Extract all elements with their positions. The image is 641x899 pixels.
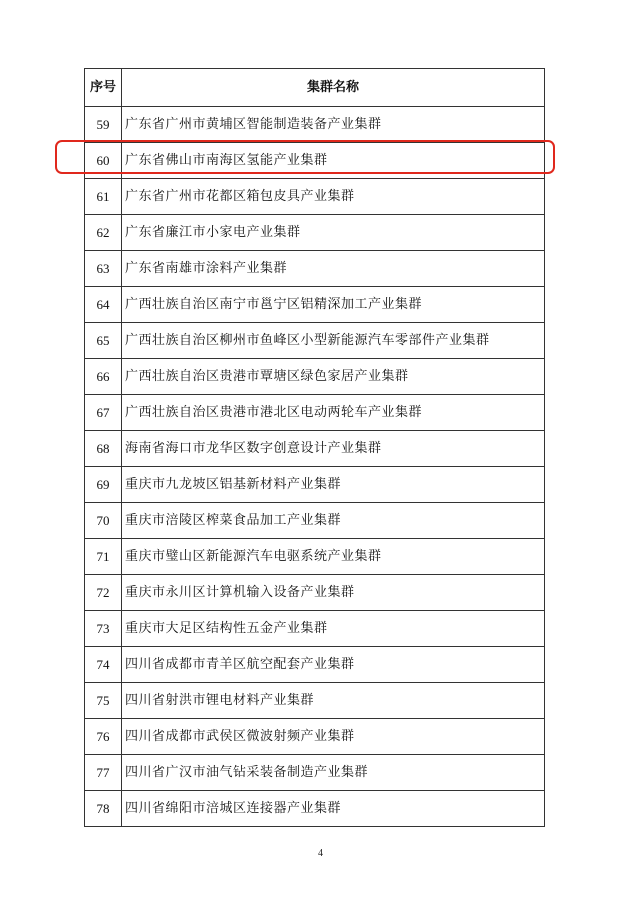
table-row <box>85 107 545 143</box>
row-serial-number: 69 <box>85 467 122 503</box>
table-row <box>85 251 545 287</box>
row-cluster-name: 广西壮族自治区贵港市覃塘区绿色家居产业集群 <box>122 359 545 395</box>
row-serial-number: 77 <box>85 755 122 791</box>
row-cluster-name: 广东省广州市花都区箱包皮具产业集群 <box>122 179 545 215</box>
table-row <box>85 323 545 359</box>
row-cluster-name: 广西壮族自治区柳州市鱼峰区小型新能源汽车零部件产业集群 <box>122 323 545 359</box>
row-serial-number: 71 <box>85 539 122 575</box>
row-cluster-name: 广东省广州市黄埔区智能制造装备产业集群 <box>122 107 545 143</box>
table-row <box>85 503 545 539</box>
table-row <box>85 755 545 791</box>
row-cluster-name: 四川省成都市青羊区航空配套产业集群 <box>122 647 545 683</box>
table-row <box>85 791 545 827</box>
row-serial-number: 66 <box>85 359 122 395</box>
row-serial-number: 76 <box>85 719 122 755</box>
row-serial-number: 73 <box>85 611 122 647</box>
table-row <box>85 575 545 611</box>
row-cluster-name: 四川省绵阳市涪城区连接器产业集群 <box>122 791 545 827</box>
row-cluster-name: 四川省成都市武侯区微波射频产业集群 <box>122 719 545 755</box>
row-cluster-name: 广东省南雄市涂料产业集群 <box>122 251 545 287</box>
table-row <box>85 215 545 251</box>
row-serial-number: 59 <box>85 107 122 143</box>
row-serial-number: 75 <box>85 683 122 719</box>
header-serial-number: 序号 <box>85 69 122 107</box>
row-cluster-name: 广东省廉江市小家电产业集群 <box>122 215 545 251</box>
header-cluster-name: 集群名称 <box>122 69 545 107</box>
row-cluster-name: 重庆市大足区结构性五金产业集群 <box>122 611 545 647</box>
table-row <box>85 179 545 215</box>
table-row <box>85 719 545 755</box>
table-row <box>85 287 545 323</box>
table-row <box>85 647 545 683</box>
row-cluster-name: 重庆市涪陵区榨菜食品加工产业集群 <box>122 503 545 539</box>
page-number: 4 <box>318 848 323 859</box>
row-cluster-name: 海南省海口市龙华区数字创意设计产业集群 <box>122 431 545 467</box>
row-cluster-name: 广西壮族自治区贵港市港北区电动两轮车产业集群 <box>122 395 545 431</box>
table-row-highlighted <box>85 143 545 179</box>
row-cluster-name: 四川省广汉市油气钻采装备制造产业集群 <box>122 755 545 791</box>
table-row <box>85 395 545 431</box>
table-header-row <box>85 69 545 107</box>
table-row <box>85 539 545 575</box>
row-serial-number: 63 <box>85 251 122 287</box>
table-row <box>85 431 545 467</box>
row-serial-number: 64 <box>85 287 122 323</box>
row-serial-number: 78 <box>85 791 122 827</box>
row-serial-number: 60 <box>85 143 122 179</box>
row-cluster-name: 广东省佛山市南海区氢能产业集群 <box>122 143 545 179</box>
row-serial-number: 61 <box>85 179 122 215</box>
row-cluster-name: 四川省射洪市锂电材料产业集群 <box>122 683 545 719</box>
row-serial-number: 72 <box>85 575 122 611</box>
row-serial-number: 62 <box>85 215 122 251</box>
row-cluster-name: 广西壮族自治区南宁市邕宁区铝精深加工产业集群 <box>122 287 545 323</box>
row-serial-number: 67 <box>85 395 122 431</box>
table-row <box>85 467 545 503</box>
row-serial-number: 65 <box>85 323 122 359</box>
table-row <box>85 359 545 395</box>
row-serial-number: 68 <box>85 431 122 467</box>
row-serial-number: 70 <box>85 503 122 539</box>
row-serial-number: 74 <box>85 647 122 683</box>
table-row <box>85 611 545 647</box>
row-cluster-name: 重庆市九龙坡区铝基新材料产业集群 <box>122 467 545 503</box>
cluster-table <box>84 68 545 827</box>
row-cluster-name: 重庆市璧山区新能源汽车电驱系统产业集群 <box>122 539 545 575</box>
row-cluster-name: 重庆市永川区计算机输入设备产业集群 <box>122 575 545 611</box>
table-row <box>85 683 545 719</box>
